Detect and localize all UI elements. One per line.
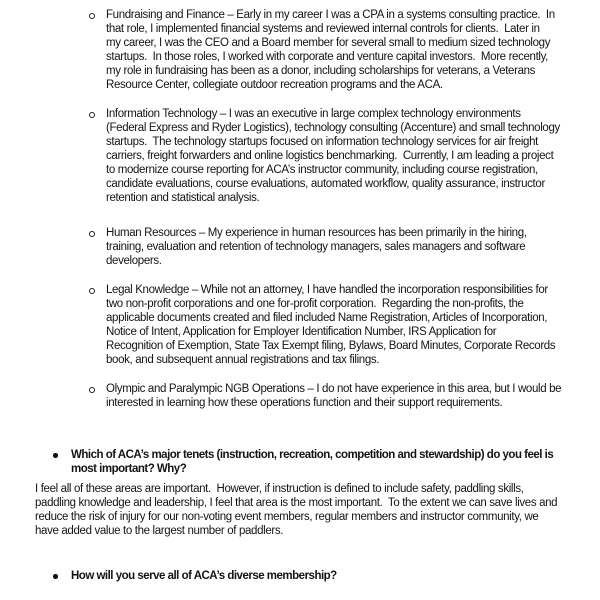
text-line: Notice of Intent, Application for Employer Identification Number, IRS Application for (106, 326, 497, 338)
question-diverse-membership (71, 569, 337, 583)
text-line: my career, I was the CEO and a Board member for several small to medium sized technology (106, 37, 551, 49)
text-line: applicable documents created and filed included Name Registration, Articles of Incorporation, (106, 312, 548, 324)
text-line: that role, I implemented financial systems and reviewed internal controls for clients. Later in (106, 23, 540, 35)
text-line: interested in learning how these operations function and their support requirements. (106, 397, 503, 409)
text-line: startups. The technology startups focused on information technology services for air freight (106, 136, 538, 148)
list-item-information-technology (106, 107, 560, 205)
filled-dot-bullet-icon (53, 574, 58, 579)
hollow-circle-bullet-icon (89, 387, 95, 393)
question-major-tenets (71, 448, 553, 476)
text-line: Legal Knowledge – While not an attorney, I have handled the incorporation responsibilities for (106, 284, 548, 296)
list-item-legal-knowledge (106, 283, 555, 367)
text-line: paddling knowledge and leadership, I feel that area is the most important. To the extent we can save lives and (35, 497, 558, 509)
text-line: Olympic and Paralympic NGB Operations – I do not have experience in this area, but I would be (106, 383, 562, 395)
answer-paragraph (35, 482, 557, 538)
text-line: to modernize course reporting for ACA’s instructor community, including course registration, (106, 164, 538, 176)
question-line: How will you serve all of ACA’s diverse membership? (71, 570, 337, 582)
text-line: developers. (106, 255, 162, 267)
text-line: candidate evaluations, course evaluations, automated workflow, quality assurance, instructor (106, 178, 545, 190)
text-line: reduce the risk of injury for our non-voting event members, regular members and instructor community, we (35, 511, 539, 523)
text-line: Fundraising and Finance – Early in my career I was a CPA in a systems consulting practice. In (106, 9, 555, 21)
hollow-circle-bullet-icon (89, 288, 95, 294)
text-line: my role in fundraising has been as a donor, including scholarships for veterans, a Veterans (106, 65, 536, 77)
hollow-circle-bullet-icon (89, 112, 95, 118)
question-line: Which of ACA’s major tenets (instruction, recreation, competition and stewardship) do you feel is (71, 449, 554, 461)
text-line: Resource Center, collegiate outdoor recreation programs and the ACA. (106, 79, 443, 91)
text-line: Information Technology – I was an executive in large complex technology environments (106, 108, 521, 120)
text-line: I feel all of these areas are important. However, if instruction is defined to include safety, paddling skills, (35, 483, 524, 495)
text-line: two non-profit corporations and one for-profit corporation. Regarding the non-profits, the (106, 298, 524, 310)
text-line: (Federal Express and Ryder Logistics), technology consulting (Accenture) and small technology (106, 122, 560, 134)
hollow-circle-bullet-icon (89, 13, 95, 19)
text-line: startups. In those roles, I worked with corporate and venture capital investors. More recently, (106, 51, 549, 63)
text-line: Recognition of Exemption, State Tax Exempt filing, Bylaws, Board Minutes, Corporate Records (106, 340, 556, 352)
list-item-human-resources (106, 226, 527, 268)
text-line: book, and subsequent annual registrations and tax filings. (106, 354, 380, 366)
filled-dot-bullet-icon (53, 453, 58, 458)
question-line: most important? Why? (71, 463, 187, 475)
text-line: training, evaluation and retention of technology managers, sales managers and software (106, 241, 526, 253)
text-line: Human Resources – My experience in human resources has been primarily in the hiring, (106, 227, 527, 239)
text-line: have added value to the largest number of paddlers. (35, 525, 284, 537)
text-line: carriers, freight forwarders and online logistics benchmarking. Currently, I am leading a project (106, 150, 554, 162)
hollow-circle-bullet-icon (89, 231, 95, 237)
text-line: retention and statistical analysis. (106, 192, 260, 204)
list-item-fundraising-finance (106, 8, 555, 92)
list-item-olympic-ngb-operations (106, 382, 561, 410)
